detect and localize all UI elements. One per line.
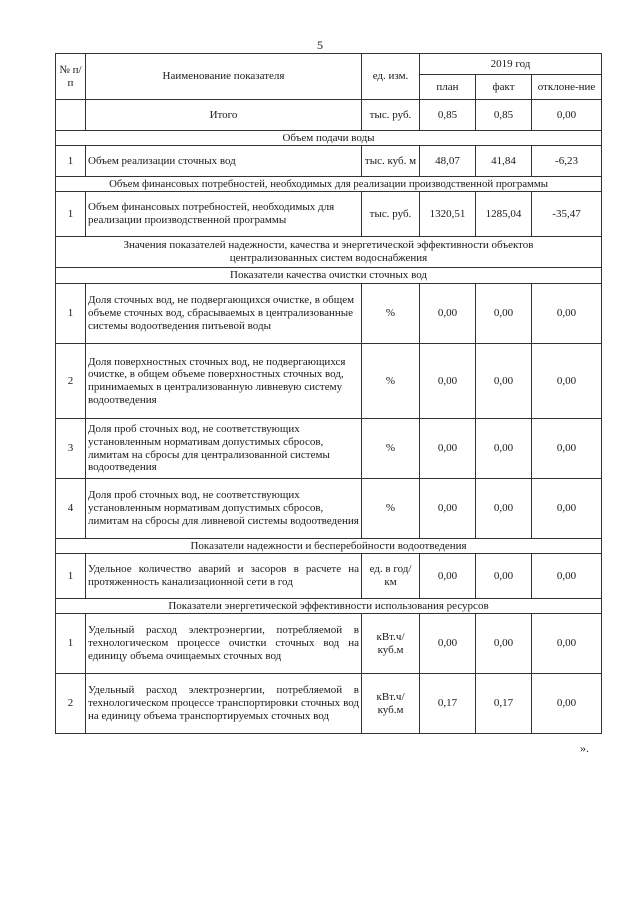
row-fact: 0,17 bbox=[476, 674, 532, 734]
header-deviation: отклоне-ние bbox=[532, 75, 602, 100]
row-fact: 0,00 bbox=[476, 554, 532, 599]
table-row bbox=[56, 146, 602, 177]
row-plan: 48,07 bbox=[420, 146, 476, 177]
row-deviation: -6,23 bbox=[532, 146, 602, 177]
section-title: Показатели надежности и бесперебойности водоотведения bbox=[56, 539, 602, 554]
row-unit: кВт.ч/ куб.м bbox=[362, 614, 420, 674]
section-supply bbox=[56, 131, 602, 146]
row-deviation: 0,00 bbox=[532, 419, 602, 479]
row-fact: 41,84 bbox=[476, 146, 532, 177]
table-row bbox=[56, 284, 602, 344]
row-unit: тыс. руб. bbox=[362, 192, 420, 237]
table-row bbox=[56, 192, 602, 237]
section-financial bbox=[56, 177, 602, 192]
row-unit: % bbox=[362, 479, 420, 539]
row-num: 1 bbox=[56, 284, 86, 344]
row-name: Итого bbox=[86, 100, 362, 131]
row-plan: 0,00 bbox=[420, 284, 476, 344]
row-name: Удельное количество аварий и засоров в расчете на протяженность канализационной сети в год bbox=[86, 554, 362, 599]
row-unit: тыс. куб. м bbox=[362, 146, 420, 177]
row-unit: % bbox=[362, 419, 420, 479]
row-plan: 0,00 bbox=[420, 419, 476, 479]
row-name: Доля поверхностных сточных вод, не подвергающихся очистке, в общем объеме поверхностных сточных вод, принимаемых в централизованную ливневую систему водоотведения bbox=[86, 344, 362, 419]
section-title: Показатели качества очистки сточных вод bbox=[56, 268, 602, 284]
section-title: Объем финансовых потребностей, необходимых для реализации производственной программы bbox=[56, 177, 602, 192]
row-num: 2 bbox=[56, 674, 86, 734]
indicators-table bbox=[55, 53, 602, 734]
section-reliability bbox=[56, 539, 602, 554]
row-name: Удельный расход электроэнергии, потребляемой в технологическом процессе очистки сточных вод на единицу объема очищаемых сточных вод bbox=[86, 614, 362, 674]
row-deviation: 0,00 bbox=[532, 344, 602, 419]
row-num: 1 bbox=[56, 554, 86, 599]
table-row-total bbox=[56, 100, 602, 131]
row-name: Доля проб сточных вод, не соответствующих установленным нормативам допустимых сбросов, лимитам на сбросы для централизованной системы водоотведения bbox=[86, 419, 362, 479]
row-num: 2 bbox=[56, 344, 86, 419]
row-deviation: 0,00 bbox=[532, 614, 602, 674]
table-row bbox=[56, 479, 602, 539]
section-reliability-values bbox=[56, 237, 602, 268]
row-num: 1 bbox=[56, 614, 86, 674]
header-plan: план bbox=[420, 75, 476, 100]
header-unit: ед. изм. bbox=[362, 54, 420, 100]
header-row-1 bbox=[56, 54, 602, 75]
section-title: Значения показателей надежности, качества и энергетической эффективности объектов централизованных систем водоснабжения bbox=[56, 237, 602, 268]
section-energy bbox=[56, 599, 602, 614]
row-num: 1 bbox=[56, 146, 86, 177]
header-fact: факт bbox=[476, 75, 532, 100]
row-unit: тыс. руб. bbox=[362, 100, 420, 131]
header-name: Наименование показателя bbox=[86, 54, 362, 100]
table-row bbox=[56, 674, 602, 734]
row-deviation: 0,00 bbox=[532, 554, 602, 599]
row-plan: 0,00 bbox=[420, 344, 476, 419]
row-plan: 0,85 bbox=[420, 100, 476, 131]
row-fact: 0,00 bbox=[476, 284, 532, 344]
row-plan: 0,00 bbox=[420, 554, 476, 599]
row-fact: 1285,04 bbox=[476, 192, 532, 237]
row-plan: 0,00 bbox=[420, 614, 476, 674]
row-name: Объем финансовых потребностей, необходимых для реализации производственной программы bbox=[86, 192, 362, 237]
row-plan: 1320,51 bbox=[420, 192, 476, 237]
row-name: Доля проб сточных вод, не соответствующих установленным нормативам допустимых сбросов, лимитам на сбросы для ливневой системы водоотведения bbox=[86, 479, 362, 539]
row-num: 1 bbox=[56, 192, 86, 237]
row-deviation: 0,00 bbox=[532, 479, 602, 539]
table-row bbox=[56, 554, 602, 599]
row-unit: ед. в год/ км bbox=[362, 554, 420, 599]
row-num: 4 bbox=[56, 479, 86, 539]
row-fact: 0,00 bbox=[476, 344, 532, 419]
row-fact: 0,85 bbox=[476, 100, 532, 131]
row-unit: % bbox=[362, 344, 420, 419]
row-deviation: 0,00 bbox=[532, 674, 602, 734]
row-plan: 0,17 bbox=[420, 674, 476, 734]
table-row bbox=[56, 419, 602, 479]
row-deviation: -35,47 bbox=[532, 192, 602, 237]
row-unit: % bbox=[362, 284, 420, 344]
section-title: Объем подачи воды bbox=[56, 131, 602, 146]
row-name: Доля сточных вод, не подвергающихся очистке, в общем объеме сточных вод, сбрасываемых в централизованные системы водоотведения питьевой воды bbox=[86, 284, 362, 344]
page-number: 5 bbox=[317, 38, 323, 52]
closing-quote: ». bbox=[580, 741, 589, 755]
header-num: № п/п bbox=[56, 54, 86, 100]
row-num: 3 bbox=[56, 419, 86, 479]
row-name: Удельный расход электроэнергии, потребляемой в технологическом процессе транспортировки сточных вод на единицу объема транспортируемых сточных вод bbox=[86, 674, 362, 734]
row-fact: 0,00 bbox=[476, 479, 532, 539]
section-title: Показатели энергетической эффективности использования ресурсов bbox=[56, 599, 602, 614]
row-plan: 0,00 bbox=[420, 479, 476, 539]
row-unit: кВт.ч/ куб.м bbox=[362, 674, 420, 734]
row-deviation: 0,00 bbox=[532, 284, 602, 344]
section-quality bbox=[56, 268, 602, 284]
row-name: Объем реализации сточных вод bbox=[86, 146, 362, 177]
row-deviation: 0,00 bbox=[532, 100, 602, 131]
table-row bbox=[56, 344, 602, 419]
table-row bbox=[56, 614, 602, 674]
header-year: 2019 год bbox=[420, 54, 602, 75]
row-fact: 0,00 bbox=[476, 419, 532, 479]
row-fact: 0,00 bbox=[476, 614, 532, 674]
